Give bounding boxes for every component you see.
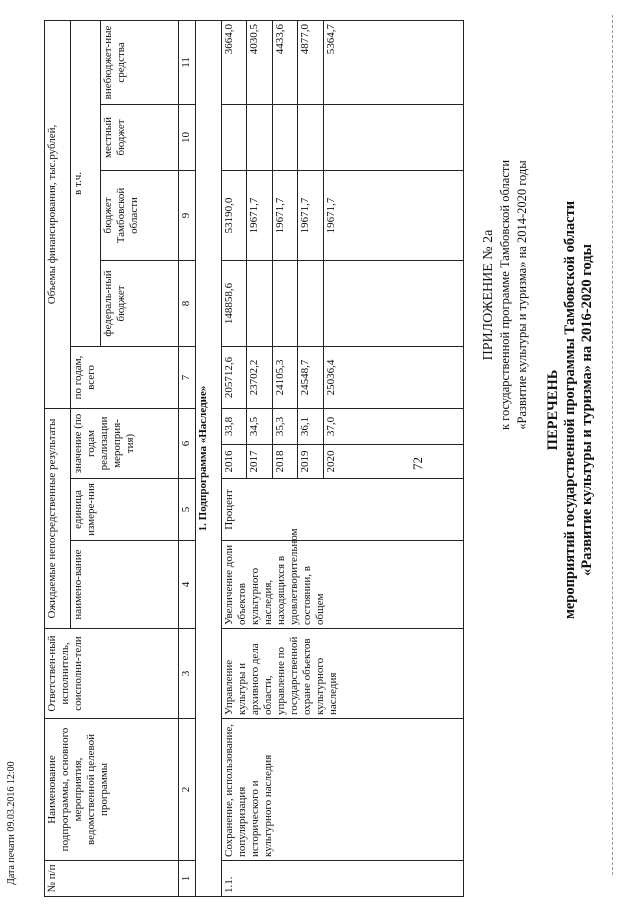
table-row bbox=[221, 20, 247, 896]
header-funding: Объемы финансирования, тыс.рублей, bbox=[45, 20, 71, 408]
col-number: 5 bbox=[179, 479, 196, 541]
local-cell bbox=[272, 104, 298, 170]
header-row-1 bbox=[45, 20, 71, 896]
local-cell bbox=[324, 104, 464, 170]
total-cell: 25036,4 bbox=[324, 346, 464, 408]
col-number: 2 bbox=[179, 719, 196, 861]
year-cell: 2016 bbox=[221, 445, 247, 479]
extra-cell: 4433,6 bbox=[272, 20, 298, 104]
total-cell: 23702,2 bbox=[247, 346, 273, 408]
value-cell: 34,5 bbox=[247, 408, 273, 444]
year-cell: 2017 bbox=[247, 445, 273, 479]
header-incl: в т.ч. bbox=[70, 20, 100, 346]
regional-cell: 19671,7 bbox=[247, 170, 273, 260]
value-cell: 37,0 bbox=[324, 408, 464, 444]
col-number: 11 bbox=[179, 20, 196, 104]
row-res-unit: Процент bbox=[221, 479, 463, 541]
total-cell: 24548,7 bbox=[298, 346, 324, 408]
year-cell: 2018 bbox=[272, 445, 298, 479]
subprogram-row bbox=[196, 20, 222, 896]
print-date: Дата печати 09.03.2016 12:00 bbox=[6, 761, 17, 885]
year-cell: 2019 bbox=[298, 445, 324, 479]
header-exec: Ответствен-ный исполнитель, соисполни-тели bbox=[45, 629, 179, 719]
scan-divider bbox=[612, 15, 613, 875]
total-cell: 24105,3 bbox=[272, 346, 298, 408]
header-res-unit: единица измере-ния bbox=[70, 479, 179, 541]
header-extra: внебюджет-ные средства bbox=[100, 20, 179, 104]
page-number: 72 bbox=[410, 457, 425, 470]
col-number: 10 bbox=[179, 104, 196, 170]
col-number: 3 bbox=[179, 629, 196, 719]
header-regional: бюджет Тамбовской области bbox=[100, 170, 179, 260]
column-numbers-row bbox=[179, 20, 196, 896]
subprogram-title: 1. Подпрограмма «Наследие» bbox=[196, 20, 222, 896]
measures-table bbox=[44, 20, 464, 897]
extra-cell: 3664,0 bbox=[221, 20, 247, 104]
row-name: Сохранение, использование, популяризация исторического и культурного наследия bbox=[221, 719, 463, 861]
local-cell bbox=[298, 104, 324, 170]
col-number: 4 bbox=[179, 541, 196, 629]
col-number: 8 bbox=[179, 260, 196, 346]
row-res-name: Увеличение доли объектов культурного наследия, находящихся в удовлетворительном состоянии, в общем bbox=[221, 541, 463, 629]
document-title: ПЕРЕЧЕНЬ мероприятий государственной программы Тамбовской области «Развитие культуры и туризма» на 2016-2020 годы bbox=[545, 200, 595, 620]
appendix-header: ПРИЛОЖЕНИЕ № 2а к государственной программе Тамбовской области «Развитие культуры и туризма» на 2014-2020 годы bbox=[481, 159, 529, 431]
header-by-years: по годам, всего bbox=[70, 346, 179, 408]
local-cell bbox=[221, 104, 247, 170]
header-name: Наименование подпрограммы, основного мероприятия, ведомственной целевой программы bbox=[45, 719, 179, 861]
federal-cell: 148858,6 bbox=[221, 260, 247, 346]
col-number: 6 bbox=[179, 408, 196, 478]
value-cell: 35,3 bbox=[272, 408, 298, 444]
federal-cell bbox=[247, 260, 273, 346]
extra-cell: 5364,7 bbox=[324, 20, 464, 104]
federal-cell bbox=[298, 260, 324, 346]
federal-cell bbox=[324, 260, 464, 346]
year-cell: 2020 bbox=[324, 445, 464, 479]
extra-cell: 4030,5 bbox=[247, 20, 273, 104]
total-cell: 205712,6 bbox=[221, 346, 247, 408]
federal-cell bbox=[272, 260, 298, 346]
col-number: 1 bbox=[179, 861, 196, 897]
value-cell: 36,1 bbox=[298, 408, 324, 444]
local-cell bbox=[247, 104, 273, 170]
header-expected: Ожидаемые непосредственные результаты bbox=[45, 408, 71, 628]
header-res-name: наимено-вание bbox=[70, 541, 179, 629]
regional-cell: 53190,0 bbox=[221, 170, 247, 260]
row-exec: Управление культуры и архивного дела области, управление по государственной охране объектов культурного наследия bbox=[221, 629, 463, 719]
regional-cell: 19671,7 bbox=[272, 170, 298, 260]
regional-cell: 19671,7 bbox=[324, 170, 464, 260]
col-number: 9 bbox=[179, 170, 196, 260]
header-res-value: значение (по годам реализации мероприя-тия) bbox=[70, 408, 179, 478]
value-cell: 33,8 bbox=[221, 408, 247, 444]
regional-cell: 19671,7 bbox=[298, 170, 324, 260]
header-federal: федераль-ный бюджет bbox=[100, 260, 179, 346]
header-local: местный бюджет bbox=[100, 104, 179, 170]
header-num: № п/п bbox=[45, 861, 179, 897]
col-number: 7 bbox=[179, 346, 196, 408]
extra-cell: 4877,0 bbox=[298, 20, 324, 104]
row-num: 1.1. bbox=[221, 861, 463, 897]
